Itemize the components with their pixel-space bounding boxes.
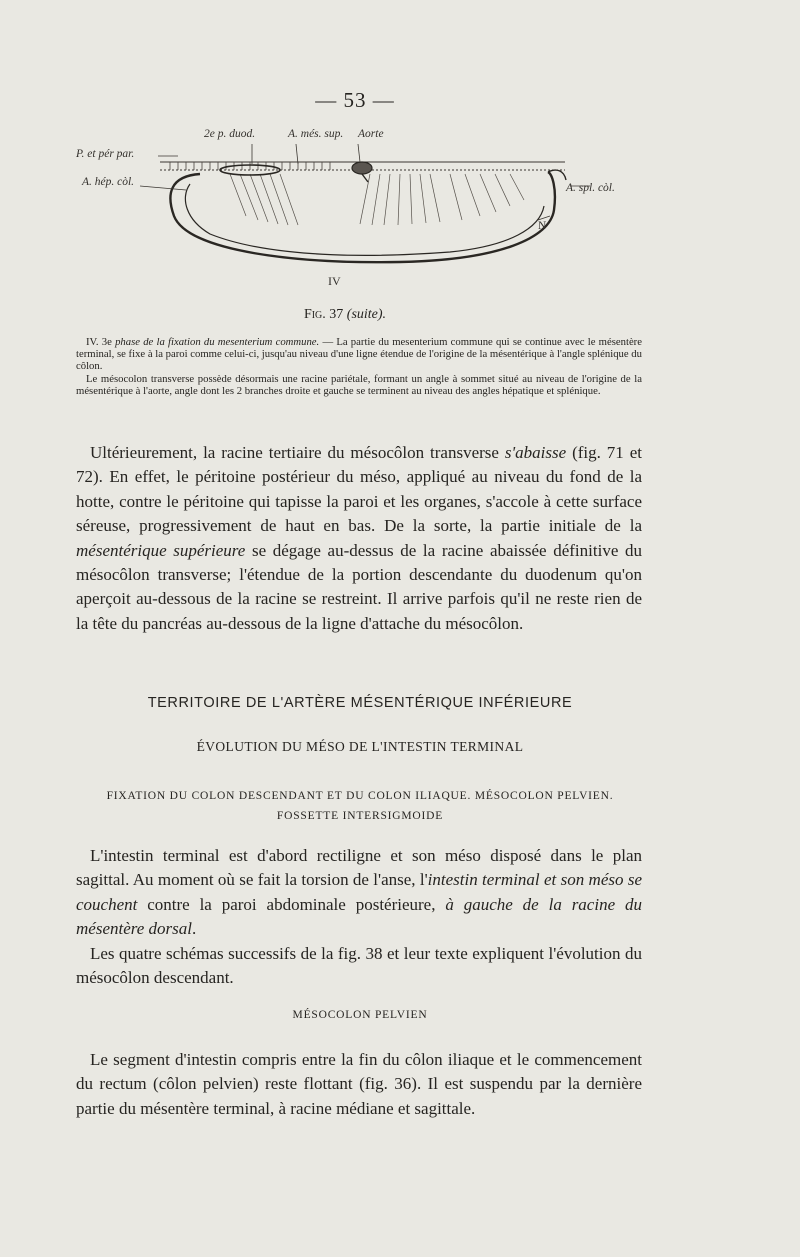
pelvic-mesocolon-heading: MÉSOCOLON PELVIEN bbox=[292, 1009, 428, 1021]
subsubsection-line-2: FOSSETTE INTERSIGMOIDE bbox=[276, 810, 444, 822]
paragraph-4-text: Le segment d'intestin compris entre la fin du côlon iliaque et le commencement du rectum (côlon pelvien) reste flottant (fig. 36). Il est suspendu par la dernière partie du mésentère terminal, à racine médiane et sagittale. bbox=[76, 1050, 642, 1118]
label-aorta: Aorte bbox=[358, 128, 384, 140]
label-peritoneum: P. et pér par. bbox=[76, 148, 135, 160]
legend-paragraph-1 bbox=[76, 336, 642, 373]
subsection-heading: ÉVOLUTION DU MÉSO DE L'INTESTIN TERMINAL bbox=[196, 739, 524, 754]
legend-p1-start: IV. 3e bbox=[86, 336, 116, 348]
p1-text-b: (fig. 71 et 72). En effet, le péritoine postérieur du méso, appliqué au niveau du fond de la hotte, contre le péritoine qui tapisse la paroi et les organes, s'accole à cette surface séreuse, progressivement de haut en bas. De la sorte, la partie initiale de la bbox=[76, 443, 642, 536]
p2-text-c: . bbox=[192, 919, 197, 939]
label-mesenteric-artery: A. més. sup. bbox=[288, 128, 344, 140]
figure-legend bbox=[76, 336, 642, 397]
p2-italic-b: à gauche de la racine du mésentère dorsal bbox=[76, 894, 642, 939]
caption-number: 37 bbox=[325, 307, 347, 322]
label-duodenum: 2e p. duod. bbox=[204, 128, 256, 140]
mesentery-schema-drawing bbox=[70, 124, 640, 290]
p1-italic-a: s'abaisse bbox=[504, 443, 567, 462]
legend-p1-rest: — La partie du mesenterium commune qui se continue avec le mésentère terminal, se fixe à la paroi comme celui-ci, jusqu'au niveau d'une ligne étendue de l'origine de la mésentérique à l'angle splénique du côlon. bbox=[76, 336, 642, 373]
label-splenic-artery: A. spl. còl. bbox=[566, 182, 615, 194]
paragraph-4 bbox=[76, 1048, 642, 1121]
caption-prefix: Fig. bbox=[303, 307, 326, 322]
paragraph-3: Les quatre schémas successifs de la fig. 38 et leur texte expliquent l'évolution du mésocôlon descendant. bbox=[76, 943, 642, 988]
legend-paragraph-2: Le mésocolon transverse possède désormais une racine pariétale, formant un angle à sommet situé au niveau de l'origine de la mésentérique à l'aorte, angle dont les 2 branches droite et gauche se terminent au niveau des angles hépatique et splénique. bbox=[76, 372, 642, 397]
legend-p1-italic: phase de la fixation du mesenterium commune. bbox=[115, 336, 320, 348]
paragraph-1 bbox=[76, 441, 642, 636]
p2-text-b: contre la paroi abdominale postérieure, bbox=[137, 894, 446, 914]
paragraph-2 bbox=[76, 844, 642, 990]
page-number: — 53 — bbox=[315, 88, 395, 112]
p2-italic-a: intestin terminal et son méso se couchent bbox=[76, 870, 642, 914]
figure-caption bbox=[0, 307, 690, 323]
p1-text-c: se dégage au-dessus de la racine abaissée définitive du mésocôlon transverse; l'étendue de la portion descendante du duodenum qu'on aperçoit au-dessous de la racine se restreint. Il arrive parfois qu'il ne reste rien de la tête du pancréas au-dessous de la ligne d'attache du mésocôlon. bbox=[76, 540, 642, 633]
subsubsection-heading bbox=[0, 786, 720, 826]
p1-text-a: Ultérieurement, la racine tertiaire du mésocôlon transverse bbox=[90, 443, 505, 462]
figure-37-diagram bbox=[70, 124, 640, 290]
p1-italic-b: mésentérique supérieure bbox=[76, 540, 246, 560]
subsubsection-line-1: FIXATION DU COLON DESCENDANT ET DU COLON ILIAQUE. MÉSOCOLON PELVIEN. bbox=[106, 790, 614, 802]
figure-numeral: IV bbox=[328, 274, 341, 288]
caption-suffix: (suite). bbox=[346, 307, 387, 322]
label-marker: N bbox=[538, 220, 547, 232]
section-heading: TERRITOIRE DE L'ARTÈRE MÉSENTÉRIQUE INFÉRIEURE bbox=[147, 695, 573, 711]
label-hepatic-artery: A. hép. còl. bbox=[82, 176, 135, 188]
p2-text-a: L'intestin terminal est d'abord rectiligne et son méso disposé dans le plan sagittal. Au moment où se fait la torsion de l'anse, l' bbox=[76, 846, 642, 890]
